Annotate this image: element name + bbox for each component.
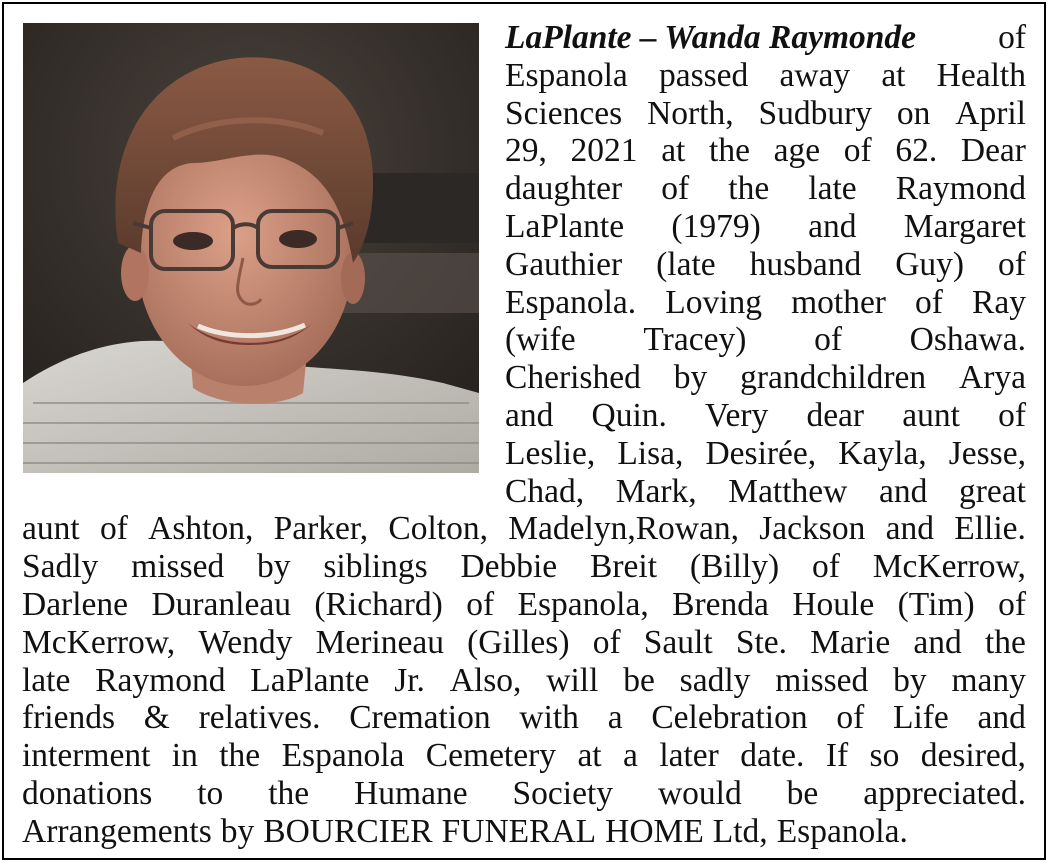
word: siblings [323,548,428,586]
text-line-18 [22,662,1026,700]
word: Humane [354,775,468,812]
text-line-3 [505,95,1026,133]
word: Wendy [198,623,293,661]
word: of [836,699,865,737]
word: Jackson [759,510,866,548]
word: and [885,510,934,548]
word: Debbie [460,548,558,586]
word: FUNERAL [441,812,597,850]
word: relatives. [198,699,321,737]
text-line-16 [22,586,1026,624]
word: 2021 [570,132,638,170]
word: of [99,510,128,548]
word: Quin. [591,397,667,434]
word: be [786,775,819,812]
text-line-21 [22,775,1026,813]
word: North, [647,94,734,132]
word: BOURCIER [263,812,433,850]
word: mother [791,283,886,321]
word: of [592,623,621,661]
word: Breit [590,548,657,586]
text-line-15 [22,548,1026,586]
word: Gauthier [505,245,623,283]
text-line-22 [22,813,1026,851]
word: dear [806,397,865,434]
word: by [257,548,291,586]
word: Sault [643,623,713,661]
word: Brenda [672,586,769,623]
text-line-5 [505,170,1026,208]
word: Kayla, [838,434,927,472]
word: the [219,737,261,775]
word: aunt [902,397,960,434]
word: date. [740,737,805,775]
word: so [869,737,900,775]
word: Health [936,56,1026,94]
word: Loving [665,283,763,321]
deceased-name: LaPlante – Wanda Raymonde [505,19,917,56]
word: Arrangements [22,812,212,850]
word: at [661,132,686,170]
word: and [913,623,962,661]
word: Matthew [728,472,848,510]
word: Sciences [505,94,623,132]
word: Life [893,699,949,737]
text-line-8 [505,284,1026,322]
word: great [959,472,1026,510]
word: Espanola. [776,812,908,850]
word: Parker, [273,510,369,548]
word: age [773,132,821,170]
word: late [22,661,71,699]
word: LaPlante [505,208,625,245]
word: Sudbury [758,94,873,132]
word: Raymond [895,170,1026,208]
word: (wife [505,321,576,359]
word: Chad, [505,472,585,510]
word: (Billy) [689,548,780,586]
word: many [951,661,1026,699]
word: (1979) [671,208,761,245]
word: a [607,699,623,737]
word: in [171,737,198,775]
text-line-4 [505,132,1026,170]
word: passed [658,56,749,94]
word: Espanola [281,737,405,775]
word: missed [131,548,225,586]
word: the [728,170,770,208]
word: appreciated. [863,775,1026,812]
word: a [623,737,638,775]
word: at [881,56,906,94]
word: Desirée, [705,434,817,472]
word: Arya [959,359,1026,397]
text-line-20 [22,737,1026,775]
word: with [519,699,579,737]
word: McKerrow, [872,548,1026,586]
word: Marie [810,623,891,661]
word: Darlene [22,586,129,623]
word: Espanola [505,56,628,94]
word: Ashton, [148,510,254,548]
word: of [814,321,842,359]
portrait-image [23,23,479,473]
word: the [268,775,310,812]
text-line-14 [22,510,1026,548]
word: of [811,548,840,586]
word: and [977,699,1026,737]
word: missed [775,661,869,699]
word: (Gilles) [467,623,570,661]
word: 62. [895,132,938,170]
word: Leslie, [505,434,596,472]
word: (Richard) [314,586,443,623]
word: Sadly [22,548,99,586]
word: Guy) [895,245,965,283]
word: desired, [920,737,1026,775]
word: of [843,132,872,170]
word: daughter [505,170,623,208]
word: Margaret [903,208,1026,245]
word: (Tim) [897,586,975,623]
word: 29, [505,132,547,170]
word: to [197,775,224,812]
text-line-9 [505,321,1026,359]
word: Cremation [349,699,491,737]
word: Lisa, [617,434,684,472]
word: Ray [972,283,1026,321]
word: Ste. [735,623,788,661]
word: be [623,661,655,699]
word: Oshawa. [909,321,1026,359]
word: grandchildren [740,359,927,397]
text-line-17 [22,624,1026,662]
word: Cemetery [425,737,557,775]
word: by [673,359,708,397]
word: Tracey) [643,321,747,359]
word: donations [22,775,153,812]
word: of [466,586,495,623]
word: husband [749,245,862,283]
word: Cherished [505,359,641,397]
word: of [915,283,943,321]
word: at [577,737,602,775]
word: Espanola, [517,586,649,623]
text-line-19 [22,699,1026,737]
word: Very [705,397,769,434]
word: and [505,397,554,434]
word: McKerrow, [22,623,176,661]
word: April [955,94,1026,132]
word: Houle [792,586,875,623]
word: Society [512,775,614,812]
word: Jesse, [948,434,1026,472]
word: (late [656,245,716,283]
word: LaPlante [250,661,370,699]
word: late [808,170,857,208]
word: Espanola. [505,283,637,321]
word: Jr. [394,661,425,699]
word: Raymond [95,661,226,699]
text-line-2 [505,57,1026,95]
word: Merineau [315,623,444,661]
word: will [546,661,599,699]
word: would [657,775,742,812]
word: and [808,208,857,245]
word: Ellie. [954,510,1026,548]
word: Colton, [388,510,488,548]
text-line-10 [505,359,1026,397]
word: of [661,170,690,208]
word: Duranleau [151,586,291,623]
word: Ltd, [712,812,768,850]
text-line-12 [505,435,1026,473]
word: the [984,623,1026,661]
word: HOME [605,812,704,850]
text-line-6 [505,208,1026,246]
word: of [998,245,1026,283]
word: aunt [22,510,80,548]
word: sadly [679,661,751,699]
word: Mark, [615,472,697,510]
word: away [779,56,851,94]
word: Dear [960,132,1026,170]
word: and [879,472,928,510]
word: later [659,737,719,775]
text-line-13 [505,473,1026,511]
word: friends [22,699,116,737]
word: by [893,661,927,699]
word: Madelyn,Rowan, [508,510,739,548]
word: If [825,737,849,775]
word: on [896,94,931,132]
word: & [143,699,170,737]
word: of [998,397,1026,434]
word: interment [22,737,151,775]
word: of [998,586,1026,623]
word: Also, [449,661,522,699]
text-line-11 [505,397,1026,435]
text-line-1: LaPlante – Wanda Raymonde of [505,19,1026,56]
word: the [709,132,750,170]
portrait-photo [23,23,479,473]
word: Celebration [651,699,808,737]
word: by [220,812,255,850]
text-line-7 [505,246,1026,284]
